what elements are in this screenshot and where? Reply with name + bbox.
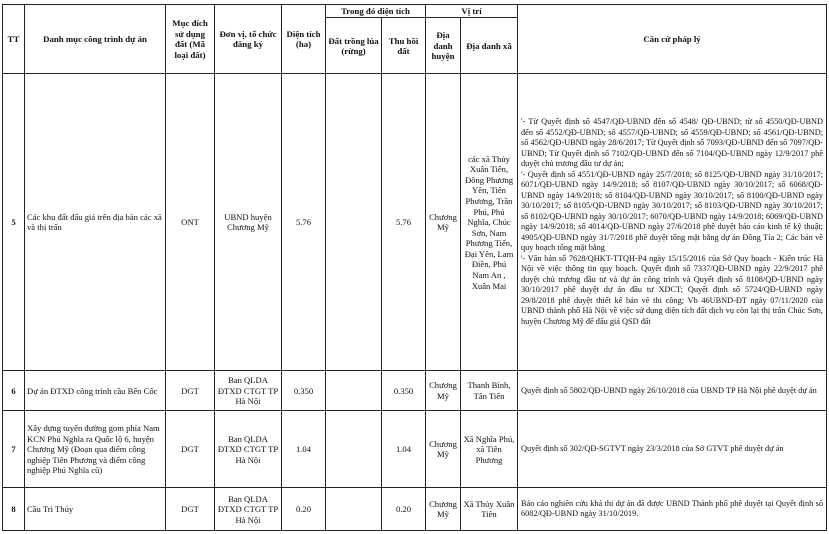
table-row xyxy=(3,488,827,531)
row-tt: 6 xyxy=(3,371,25,411)
project-table xyxy=(2,4,827,531)
legal-paragraph: '- Văn bản số 7628/QHKT-TTQH-P4 ngày 15/15/2016 của Sở Quy hoạch - Kiến trúc Hà Nội về việc thông tin quy hoạch. Quyết định số 7337/QĐ-UBND ngày 22/9/2017 phê duyệt chủ trương đầu tư và dự án công trình và Quyết định số 8108/QĐ-UBND ngày 30/10/2017 phê duyệt dự án đầu tư XDCT; Quyết định số 5724/QĐ-UBND ngày 29/8/2018 phê duyệt thiết kế bản vẽ thi công; Vb 46UBND-ĐT ngày 07/11/2020 của UBND thành phố Hà Nội về việc sử dụng diện tích đất dịch vụ còn lại thị trấn Chúc Sơn, huyện Chương Mỹ để đấu giá QSD đất xyxy=(521,253,823,326)
row-area: 0.350 xyxy=(282,371,326,411)
row-commune: Xã Nghĩa Phú, xã Tiên Phương xyxy=(461,411,518,488)
row-tt: 5 xyxy=(3,74,25,371)
row-unit: UBND huyện Chương Mỹ xyxy=(215,74,282,371)
legal-paragraph: Quyết định số 302/QĐ-SGTVT ngày 23/3/2018 của Sở GTVT phê duyệt dự án xyxy=(521,444,784,454)
row-recovered: 5.76 xyxy=(382,74,426,371)
row-unit: Ban QLDA ĐTXD CTGT TP Hà Nội xyxy=(215,371,282,411)
header-land-use-purpose: Mục đích sử dụng đất (Mã loại đất) xyxy=(166,5,215,74)
row-unit: Ban QLDA ĐTXD CTGT TP Hà Nội xyxy=(215,488,282,531)
header-location: Vị trí xyxy=(426,5,518,18)
row-district: Chương Mỹ xyxy=(426,74,461,371)
row-forest xyxy=(326,488,382,531)
row-district: Chương Mỹ xyxy=(426,411,461,488)
row-commune: Thanh Bình, Tân Tiến xyxy=(461,371,518,411)
header-forest-land: Đất trồng lúa (rừng) xyxy=(326,18,382,74)
header-legal-basis: Căn cứ pháp lý xyxy=(518,5,827,74)
row-forest xyxy=(326,371,382,411)
header-district: Địa danh huyện xyxy=(426,18,461,74)
row-purpose: ONT xyxy=(166,74,215,371)
table-row xyxy=(3,74,827,371)
legal-paragraph: Quyết định số 5802/QĐ-UBND ngày 26/10/2018 của UBND TP Hà Nội phê duyệt dự án xyxy=(521,385,817,395)
header-recovered-land: Thu hồi đất xyxy=(382,18,426,74)
row-purpose: DGT xyxy=(166,371,215,411)
header-area: Diện tích (ha) xyxy=(282,5,326,74)
row-purpose: DGT xyxy=(166,488,215,531)
row-recovered: 0.350 xyxy=(382,371,426,411)
row-district: Chương Mỹ xyxy=(426,371,461,411)
row-commune: các xã Thủy Xuân Tiên, Đông Phương Yên, Tiên Phương, Trần Phú, Phú Nghĩa, Chúc Sơn, Nam Phương Tiến, Đại Yên, Lam Điền, Phú Nam An , Xuân Mai xyxy=(461,74,518,371)
row-tt: 7 xyxy=(3,411,25,488)
row-forest xyxy=(326,411,382,488)
row-forest xyxy=(326,74,382,371)
header-within-area: Trong đó diện tích xyxy=(326,5,426,18)
row-project-name: Các khu đất đấu giá trên địa bàn các xã và thị trấn xyxy=(25,74,166,371)
row-tt: 8 xyxy=(3,488,25,531)
row-legal-basis xyxy=(518,74,827,371)
row-unit: Ban QLDA ĐTXD CTGT TP Hà Nội xyxy=(215,411,282,488)
row-legal-basis xyxy=(518,488,827,531)
header-project-list: Danh mục công trình dự án xyxy=(25,5,166,74)
legal-paragraph: Báo cáo nghiên cứu khả thi dự án đã được UBND Thành phố phê duyệt tại Quyết định số 6082/QĐ-UBND ngày 31/10/2019. xyxy=(521,498,823,519)
row-project-name: Xây dựng tuyến đường gom phía Nam KCN Phú Nghĩa ra Quốc lộ 6, huyện Chương Mỹ (Đoạn qua điểm công nghiệp Tiên Phương và điểm công nghiệp Phú Nghĩa cũ) xyxy=(25,411,166,488)
row-district: Chương Mỹ xyxy=(426,488,461,531)
row-legal-basis xyxy=(518,411,827,488)
header-registering-unit: Đơn vị, tổ chức đăng ký xyxy=(215,5,282,74)
legal-paragraph: '- Quyết định số 4551/QĐ-UBND ngày 25/7/2018; số 8125/QĐ-UBND ngày 31/10/2017; 6071/QĐ-UBND ngày 14/9/2018; số 8107/QĐ-UBND ngày 30/10/2017; số 6068/QĐ-UBND ngày 14/9/2018; số 8104/QĐ-UBND ngày 30/10/2017; số 8100/QĐ-UBND ngày 30/10/2017; số 8105/QĐ-UBND ngày 30/10/2017; số 8103/QĐ-UBND ngày 30/10/2017; số 8102/QĐ-UBND ngày 30/10/2017; 6070/QĐ-UBND ngày 14/9/2018; 6069/QĐ-UBND ngày 14/9/2018; số 4014/QĐ-UBND ngày 27/6/2018 phê duyệt báo cáo kinh tế kỹ thuật; 4905/QĐ-UBND ngày 31/7/2018 phê duyệt tổng mặt bằng dự án Đồng Tía 2; Các bản vẽ quy hoạch tổng mặt bằng xyxy=(521,169,823,253)
row-project-name: Dự án ĐTXD công trình cầu Bến Cốc xyxy=(25,371,166,411)
header-commune: Địa danh xã xyxy=(461,18,518,74)
row-purpose: DGT xyxy=(166,411,215,488)
legal-paragraph: '- Từ Quyết định số 4547/QĐ-UBND đến số 4548/ QĐ-UBND; từ số 4550/QĐ-UBND đến số 4552/QĐ-UBND; số 4557/QĐ-UBND; số 4559/QĐ-UBND; số 4561/QĐ-UBND; số 4562/QĐ-UBND ngày 28/6/2017; Từ Quyết định số 7093/QĐ-UBND đến số 7097/QĐ-UBND; Từ Quyết định số 7102/QĐ-UBND đến số 7104/QĐ-UBND ngày 12/9/2017 phê duyệt chủ trương đầu tư dự án; xyxy=(521,117,823,169)
table-row xyxy=(3,411,827,488)
header-tt: TT xyxy=(3,5,25,74)
row-recovered: 0.20 xyxy=(382,488,426,531)
row-area: 0.20 xyxy=(282,488,326,531)
row-legal-basis xyxy=(518,371,827,411)
row-commune: Xã Thủy Xuân Tiên xyxy=(461,488,518,531)
table-row xyxy=(3,371,827,411)
row-project-name: Cầu Trì Thủy xyxy=(25,488,166,531)
row-area: 5.76 xyxy=(282,74,326,371)
row-area: 1.04 xyxy=(282,411,326,488)
row-recovered: 1.04 xyxy=(382,411,426,488)
